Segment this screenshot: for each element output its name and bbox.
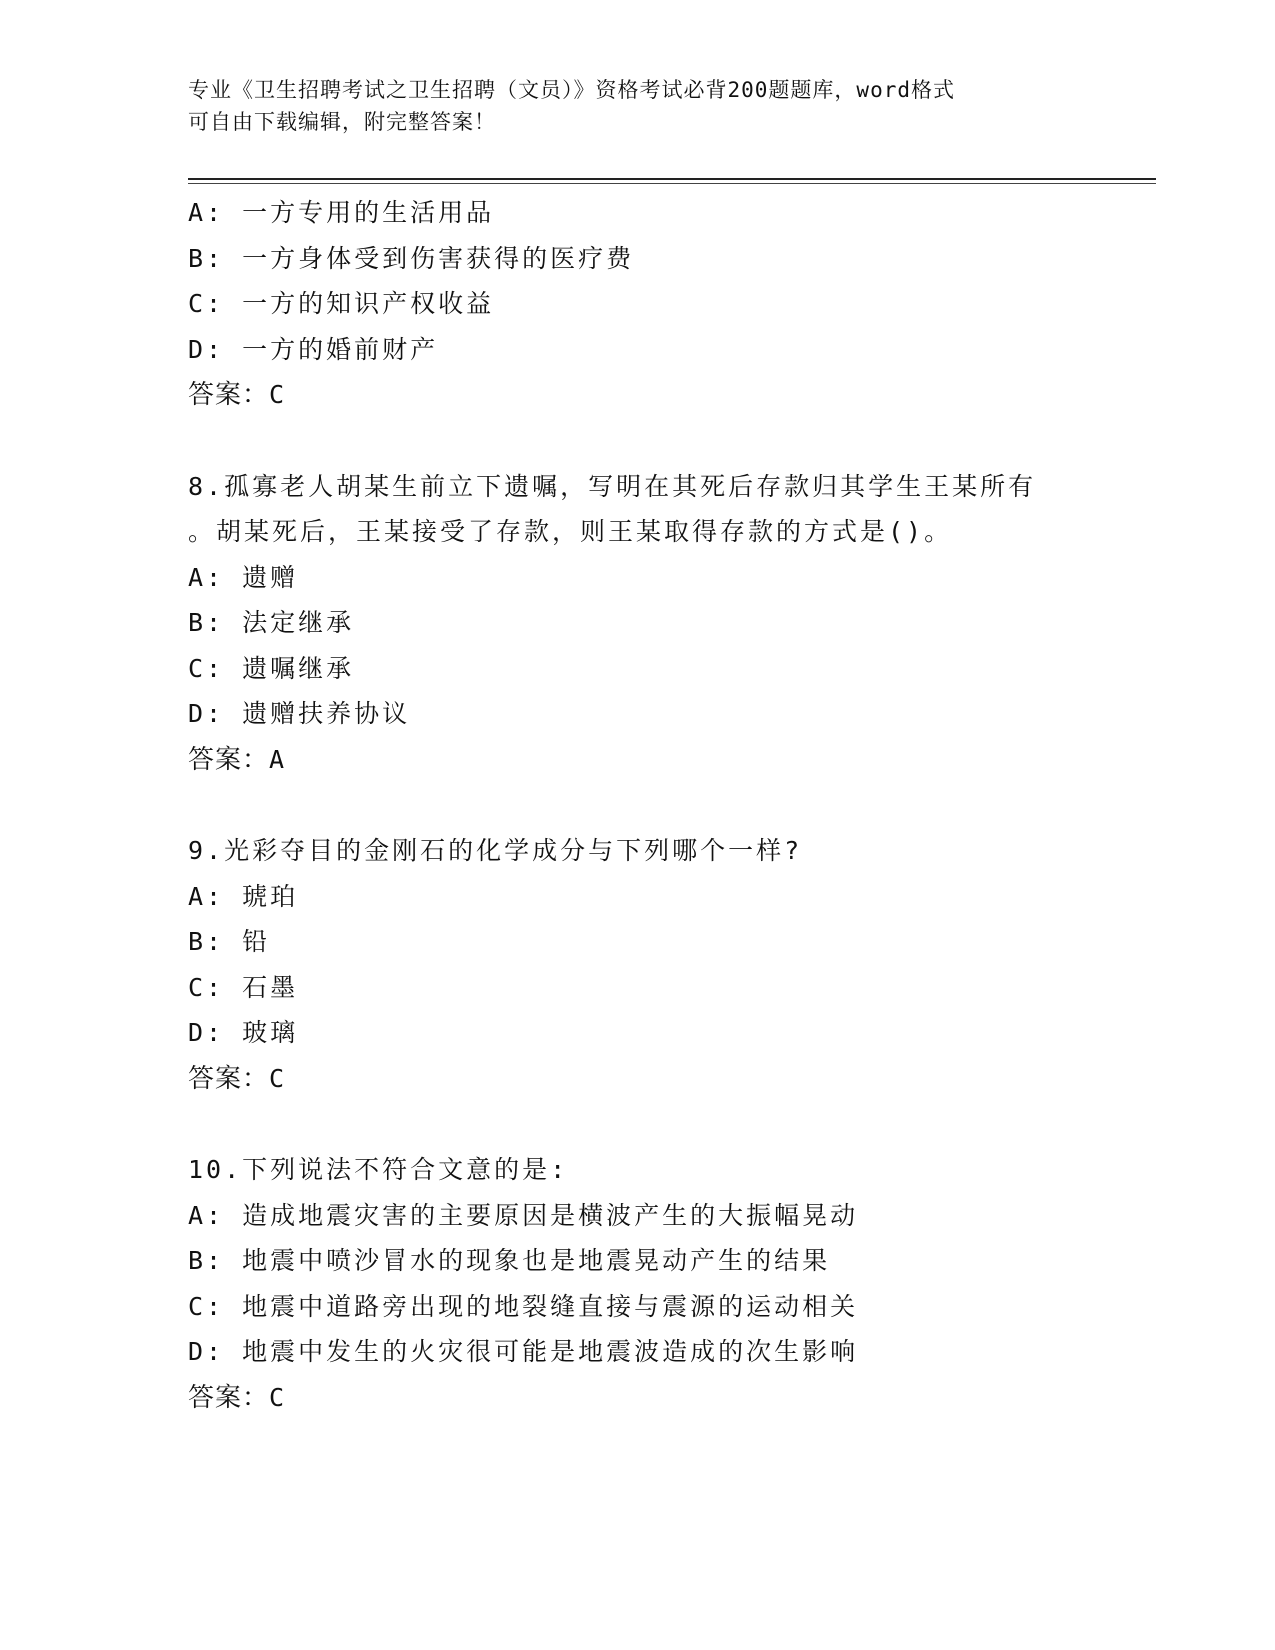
- option-a: A: 一方专用的生活用品: [188, 198, 495, 227]
- question-stem-line-2: 。胡某死后，王某接受了存款，则王某取得存款的方式是()。: [188, 517, 953, 546]
- option-b: B: 铅: [188, 927, 271, 956]
- option-c: C: 遗嘱继承: [188, 653, 355, 683]
- option-b: B: 地震中喷沙冒水的现象也是地震晃动产生的结果: [188, 1246, 831, 1275]
- answer-line: [188, 1375, 1088, 1422]
- option-a: A: 造成地震灾害的主要原因是横波产生的大振幅晃动: [188, 1200, 859, 1230]
- option-c: C: 一方的知识产权收益: [188, 289, 495, 318]
- option-a: A: 遗赠: [188, 562, 299, 592]
- answer-line: [188, 1056, 1088, 1103]
- document-header: [188, 74, 1088, 138]
- option-d: D: 遗赠扶养协议: [188, 699, 411, 728]
- option-c: C: 石墨: [188, 972, 299, 1002]
- question-10: [188, 1147, 1088, 1421]
- option-a: A: 琥珀: [188, 881, 299, 911]
- answer-label: 答案：: [188, 1063, 270, 1094]
- header-title-line-2: 可自由下载编辑，附完整答案！: [188, 110, 496, 134]
- answer-value: C: [269, 1063, 286, 1093]
- question-8: [188, 464, 1088, 784]
- question-stem-line-1: 9.光彩夺目的金刚石的化学成分与下列哪个一样?: [188, 836, 803, 865]
- header-divider-thin: [188, 183, 1156, 184]
- option-d: D: 玻璃: [188, 1018, 299, 1047]
- answer-label: 答案：: [188, 380, 270, 410]
- answer-label: 答案：: [188, 744, 270, 775]
- option-b: B: 法定继承: [188, 608, 355, 637]
- answer-value: C: [269, 1382, 286, 1412]
- question-stem-line-1: 8.孤寡老人胡某生前立下遗嘱，写明在其死后存款归其学生王某所有: [188, 471, 1037, 501]
- option-d: D: 地震中发生的火灾很可能是地震波造成的次生影响: [188, 1337, 859, 1366]
- question-stem-line-1: 10.下列说法不符合文意的是:: [188, 1155, 569, 1184]
- question-9: [188, 828, 1088, 1102]
- answer-line: [188, 372, 1088, 419]
- option-d: D: 一方的婚前财产: [188, 334, 439, 364]
- option-c: C: 地震中道路旁出现的地裂缝直接与震源的运动相关: [188, 1291, 859, 1321]
- answer-value: A: [269, 744, 286, 774]
- question-7: [188, 190, 1088, 419]
- option-b: B: 一方身体受到伤害获得的医疗费: [188, 243, 635, 273]
- header-divider-thick: [188, 178, 1156, 180]
- answer-value: C: [269, 380, 286, 409]
- question-list: [188, 190, 1088, 1421]
- header-title-line-1: 专业《卫生招聘考试之卫生招聘（文员）》资格考试必背200题题库，word格式: [188, 78, 955, 102]
- answer-line: [188, 737, 1088, 784]
- answer-label: 答案：: [188, 1382, 270, 1413]
